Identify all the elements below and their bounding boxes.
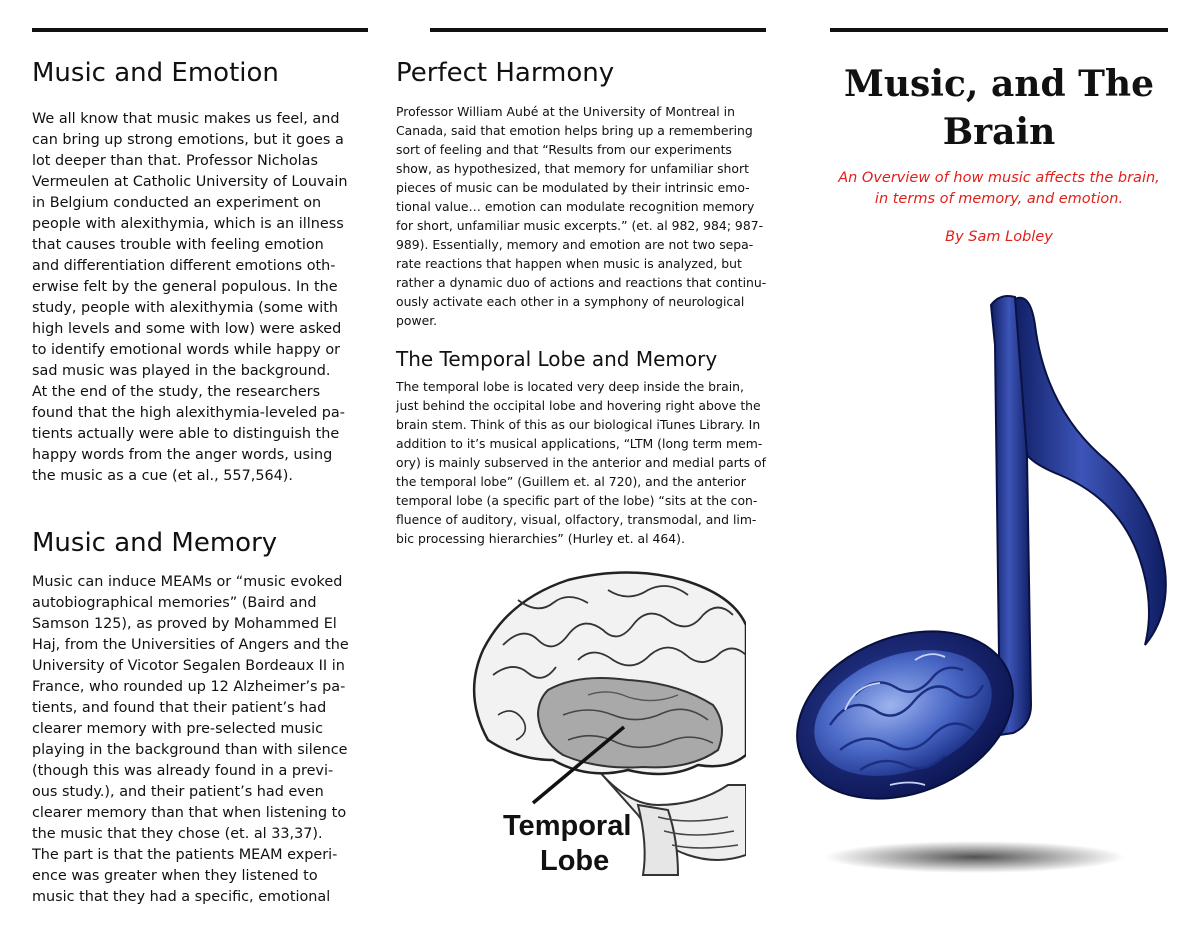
author-byline: By Sam Lobley: [945, 229, 1053, 245]
text-line: erwise felt by the general populous. In the: [32, 279, 338, 295]
text-line: high levels and some with low) were asked: [32, 321, 342, 337]
text-line: power.: [396, 313, 438, 328]
brochure-subtitle: [820, 168, 1178, 210]
text-line: can bring up strong emotions, but it goes a: [32, 132, 344, 148]
column-3-top-rule: [830, 28, 1168, 32]
text-line: sort of feeling and that “Results from our experiments: [396, 142, 732, 157]
text-line: happy words from the anger words, using: [32, 447, 333, 463]
text-line: for short, unfamiliar music excerpts.” (et. al 982, 984; 987-: [396, 218, 764, 233]
text-line: ous study.), and their patient’s had even: [32, 784, 324, 800]
column-1-top-rule: [32, 28, 368, 32]
text-line: clearer memory than that when listening to: [32, 805, 347, 821]
music-and-emotion-heading: Music and Emotion: [32, 58, 279, 88]
text-line: Music can induce MEAMs or “music evoked: [32, 574, 343, 590]
text-line: ory) is mainly subserved in the anterior and medial parts of: [396, 455, 766, 470]
text-line: temporal lobe (a specific part of the lobe) “sits at the con-: [396, 493, 758, 508]
text-line: tients, and found that their patient’s had: [32, 700, 327, 716]
music-note-icon: [795, 285, 1190, 885]
music-note-brain-illustration: [795, 285, 1190, 885]
text-line: brain stem. Think of this as our biological iTunes Library. In: [396, 417, 761, 432]
text-line: music that they had a specific, emotional: [32, 889, 331, 905]
text-line: in Belgium conducted an experiment on: [32, 195, 322, 211]
perfect-harmony-heading: Perfect Harmony: [396, 58, 615, 88]
text-line: and differentiation different emotions oth-: [32, 258, 336, 274]
subtitle-line-1: An Overview of how music affects the brain,: [838, 170, 1160, 186]
temporal-lobe-heading: The Temporal Lobe and Memory: [396, 347, 718, 371]
text-line: the temporal lobe” (Guillem et. al 720), and the anterior: [396, 474, 746, 489]
temporal-label-line-2: Lobe: [540, 845, 610, 877]
music-and-memory-text: [32, 572, 372, 908]
text-line: Canada, said that emotion helps bring up a remembering: [396, 123, 753, 138]
text-line: rather a dynamic duo of actions and reactions that continu-: [396, 275, 767, 290]
brain-illustration: [428, 555, 750, 885]
text-line: lot deeper than that. Professor Nicholas: [32, 153, 318, 169]
title-line-1: Music, and The: [843, 63, 1155, 105]
text-line: the music as a cue (et al., 557,564).: [32, 468, 293, 484]
temporal-lobe-brain-figure: [428, 555, 750, 885]
text-line: ence was greater when they listened to: [32, 868, 318, 884]
text-line: sad music was played in the background.: [32, 363, 331, 379]
text-line: tients actually were able to distinguish the: [32, 426, 340, 442]
text-line: We all know that music makes us feel, and: [32, 111, 340, 127]
text-line: to identify emotional words while happy or: [32, 342, 341, 358]
text-line: Professor William Aubé at the University of Montreal in: [396, 104, 735, 119]
text-line: show, as hypothesized, that memory for unfamiliar short: [396, 161, 749, 176]
text-line: rate reactions that happen when music is analyzed, but: [396, 256, 742, 271]
music-and-emotion-text: [32, 109, 372, 487]
text-line: At the end of the study, the researchers: [32, 384, 321, 400]
text-line: (though this was already found in a previ-: [32, 763, 334, 779]
text-line: Vermeulen at Catholic University of Louvain: [32, 174, 348, 190]
text-line: fluence of auditory, visual, olfactory, transmodal, and lim-: [396, 512, 757, 527]
brochure-title: [840, 60, 1158, 156]
perfect-harmony-text: [396, 102, 806, 330]
subtitle-line-2: in terms of memory, and emotion.: [874, 191, 1124, 207]
text-line: just behind the occipital lobe and hovering right above the: [396, 398, 761, 413]
text-line: the music that they chose (et. al 33,37).: [32, 826, 323, 842]
text-line: clearer memory with pre-selected music: [32, 721, 323, 737]
text-line: bic processing hierarchies” (Hurley et. al 464).: [396, 531, 685, 546]
text-line: addition to it’s musical applications, “LTM (long term mem-: [396, 436, 763, 451]
text-line: tional value… emotion can modulate recognition memory: [396, 199, 755, 214]
text-line: The part is that the patients MEAM experi-: [32, 847, 338, 863]
text-line: University of Vicotor Segalen Bordeaux II in: [32, 658, 345, 674]
text-line: playing in the background than with silence: [32, 742, 348, 758]
text-line: people with alexithymia, which is an illness: [32, 216, 344, 232]
text-line: Samson 125), as proved by Mohammed El: [32, 616, 337, 632]
temporal-label-line-1: Temporal: [503, 810, 632, 842]
text-line: autobiographical memories” (Baird and: [32, 595, 317, 611]
temporal-lobe-text: [396, 377, 806, 548]
title-line-2: Brain: [942, 111, 1056, 153]
text-line: ously activate each other in a symphony of neurological: [396, 294, 745, 309]
text-line: study, people with alexithymia (some with: [32, 300, 339, 316]
text-line: pieces of music can be modulated by their intrinsic emo-: [396, 180, 750, 195]
text-line: France, who rounded up 12 Alzheimer’s pa-: [32, 679, 346, 695]
music-and-memory-heading: Music and Memory: [32, 528, 278, 558]
text-line: 989). Essentially, memory and emotion are not two sepa-: [396, 237, 754, 252]
text-line: The temporal lobe is located very deep inside the brain,: [396, 379, 744, 394]
column-2-top-rule: [430, 28, 766, 32]
text-line: that causes trouble with feeling emotion: [32, 237, 324, 253]
text-line: Haj, from the Universities of Angers and the: [32, 637, 349, 653]
text-line: found that the high alexithymia-leveled pa-: [32, 405, 345, 421]
